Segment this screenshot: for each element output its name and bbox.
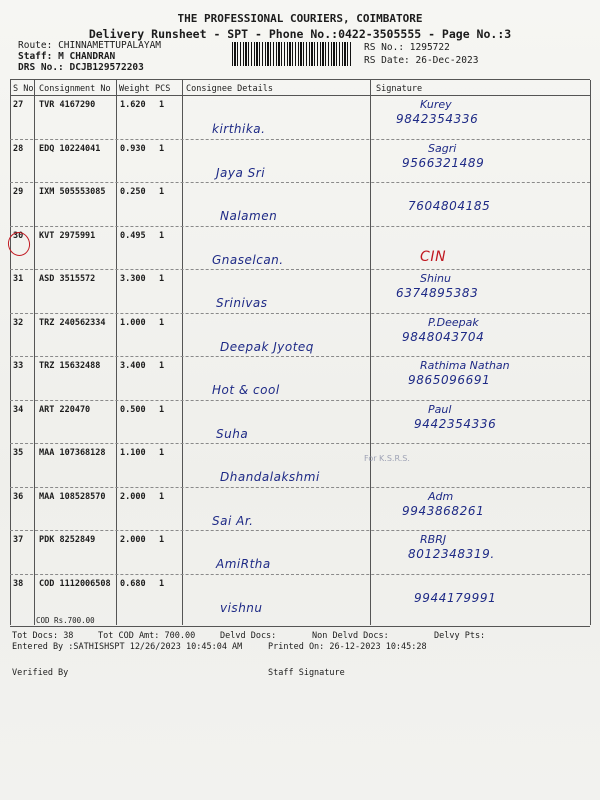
phone-handwritten: 9842354336 <box>396 112 479 126</box>
row-divider <box>10 443 590 444</box>
row-weight: 1.000 <box>120 317 146 328</box>
rs-no-value: 1295722 <box>409 42 450 53</box>
route-value: CHINNAMETTUPALAYAM <box>58 40 162 51</box>
row-consignment-no: PDK 8252849 <box>39 535 96 545</box>
row-weight: 1.620 <box>120 100 146 110</box>
row-divider <box>10 530 590 531</box>
phone-handwritten: 8012348319. <box>408 547 495 561</box>
row-weight: 2.000 <box>120 491 146 502</box>
col-divider <box>370 80 371 625</box>
column-header-consignee: Consignee Details <box>186 84 273 94</box>
rs-no-line <box>364 42 450 53</box>
row-consignment-no: KVT 2975991 <box>39 230 96 241</box>
phone-handwritten: 9865096691 <box>408 373 491 387</box>
column-header-signature: Signature <box>376 84 423 94</box>
delivery-note-handwritten: CIN <box>420 248 447 265</box>
delvy-pts-label: Delvy Pts: <box>434 631 486 641</box>
signature-handwritten: Kurey <box>420 98 452 111</box>
non-delvd-docs-label: Non Delvd Docs: <box>312 631 389 641</box>
row-sno: 30 <box>13 230 24 241</box>
row-pcs: 1 <box>159 404 165 415</box>
row-pcs: 1 <box>159 100 165 110</box>
tot-docs-value: 38 <box>63 631 74 641</box>
row-sno: 34 <box>13 404 24 415</box>
signature-handwritten: Paul <box>428 402 452 416</box>
phone-handwritten: 9944179991 <box>414 590 497 605</box>
row-consignment-no: TRZ 240562334 <box>39 317 106 328</box>
tot-docs-label: Tot Docs: <box>12 631 59 641</box>
row-weight: 3.400 <box>120 361 146 371</box>
signature-handwritten: P.Deepak <box>428 315 479 329</box>
phone-handwritten: 9848043704 <box>402 329 485 344</box>
consignee-name-handwritten: Gnaselcan. <box>212 252 284 267</box>
office-stamp <box>364 454 410 464</box>
company-title: THE PROFESSIONAL COURIERS, COIMBATORE <box>177 12 423 25</box>
row-sno: 27 <box>13 100 24 110</box>
col-divider <box>182 80 183 625</box>
consignee-name-handwritten: AmiRtha <box>216 557 271 571</box>
table-bottom-rule <box>10 626 590 627</box>
row-consignment-no: TVR 4167290 <box>39 100 96 110</box>
row-consignment-no: ART 220470 <box>39 404 91 415</box>
rs-no-label: RS No.: <box>364 42 405 53</box>
staff-signature-label: Staff Signature <box>268 668 345 678</box>
route-line <box>18 40 161 51</box>
phone-handwritten: 7604804185 <box>408 199 491 213</box>
column-header-weight: Weight <box>119 84 150 94</box>
consignee-name-handwritten: Hot & cool <box>212 383 280 397</box>
consignee-name-handwritten: kirthika. <box>212 122 266 136</box>
signature-handwritten: RBRJ <box>420 533 447 546</box>
col-divider <box>116 80 117 625</box>
row-weight: 1.100 <box>120 448 146 458</box>
row-pcs: 1 <box>159 230 165 241</box>
consignee-name-handwritten: Suha <box>216 426 249 441</box>
consignee-name-handwritten: Nalamen <box>220 209 278 223</box>
column-header-consignment: Consignment No <box>39 84 111 94</box>
row-divider <box>10 400 590 401</box>
row-consignment-no: MAA 107368128 <box>39 448 106 458</box>
entered-by: Entered By :SATHISHSPT 12/26/2023 10:45:04 AM <box>12 642 243 652</box>
row-weight: 0.680 <box>120 578 146 589</box>
consignee-name-handwritten: vishnu <box>220 600 263 615</box>
row-weight: 0.500 <box>120 404 146 415</box>
row-divider <box>10 356 590 357</box>
row-sno: 37 <box>13 535 24 545</box>
phone-handwritten: 9566321489 <box>402 155 485 170</box>
phone-handwritten: 9943868261 <box>402 503 485 518</box>
rs-date-value: 26-Dec-2023 <box>415 55 479 66</box>
row-sno: 28 <box>13 143 24 154</box>
row-divider <box>10 487 590 488</box>
staff-label: Staff: <box>18 51 53 62</box>
barcode <box>232 42 352 66</box>
consignee-name-handwritten: Jaya Sri <box>216 165 266 180</box>
row-consignment-no: TRZ 15632488 <box>39 361 101 371</box>
row-consignment-no: MAA 108528570 <box>39 491 106 502</box>
signature-handwritten: Adm <box>428 489 454 503</box>
rs-date-label: RS Date: <box>364 55 410 66</box>
row-sno: 36 <box>13 491 24 502</box>
drs-line <box>18 62 144 73</box>
row-pcs: 1 <box>159 274 165 284</box>
row-divider <box>10 269 590 270</box>
row-sno: 29 <box>13 187 24 197</box>
stamp-text: For K.S.R.S. <box>364 454 410 463</box>
row-consignment-no: ASD 3515572 <box>39 274 96 284</box>
phone-handwritten: 6374895383 <box>396 286 479 300</box>
row-divider <box>10 226 590 227</box>
signature-handwritten: Rathima Nathan <box>420 359 510 372</box>
row-pcs: 1 <box>159 448 165 458</box>
footer-cod <box>98 631 195 641</box>
row-sno: 38 <box>13 578 24 589</box>
consignee-name-handwritten: Srinivas <box>216 296 268 310</box>
row-divider <box>10 313 590 314</box>
row-pcs: 1 <box>159 491 165 502</box>
tot-cod-label: Tot COD Amt: <box>98 631 160 641</box>
staff-value: M CHANDRAN <box>58 51 116 62</box>
runsheet-subtitle: Delivery Runsheet - SPT - Phone No.:0422-3505555 - Page No.:3 <box>88 27 512 41</box>
row-pcs: 1 <box>159 317 165 328</box>
row-pcs: 1 <box>159 535 165 545</box>
col-divider <box>34 80 35 625</box>
row-pcs: 1 <box>159 578 165 589</box>
row-consignment-no: COD 1112006508 <box>39 578 111 589</box>
table-top-rule <box>10 79 590 80</box>
drs-value: DCJB129572203 <box>69 62 144 73</box>
row-divider <box>10 182 590 183</box>
verified-by-label: Verified By <box>12 668 69 678</box>
row-weight: 3.300 <box>120 274 146 284</box>
route-label: Route: <box>18 40 53 51</box>
row-weight: 0.495 <box>120 230 146 241</box>
table-header-rule <box>10 95 590 96</box>
drs-label: DRS No.: <box>18 62 64 73</box>
row-weight: 0.250 <box>120 187 146 197</box>
footer-totals <box>12 631 73 641</box>
rs-date-line <box>364 55 478 66</box>
row-divider <box>10 574 590 575</box>
row-pcs: 1 <box>159 187 165 197</box>
staff-line <box>18 51 115 62</box>
row-weight: 2.000 <box>120 535 146 545</box>
row-sno: 33 <box>13 361 24 371</box>
cod-note: COD Rs.700.00 <box>36 616 95 625</box>
row-sno: 35 <box>13 448 24 458</box>
consignee-name-handwritten: Deepak Jyoteq <box>220 339 314 354</box>
col-divider <box>10 80 11 625</box>
row-weight: 0.930 <box>120 143 146 154</box>
column-header-pcs: PCS <box>155 84 171 94</box>
consignee-name-handwritten: Dhandalakshmi <box>220 470 320 484</box>
signature-handwritten: Sagri <box>428 141 457 155</box>
row-pcs: 1 <box>159 143 165 154</box>
row-consignment-no: EDQ 10224041 <box>39 143 101 154</box>
printed-on: Printed On: 26-12-2023 10:45:28 <box>268 642 427 652</box>
delvd-docs-label: Delvd Docs: <box>220 631 277 641</box>
signature-handwritten: Shinu <box>420 272 451 285</box>
row-sno: 31 <box>13 274 24 284</box>
phone-handwritten: 9442354336 <box>414 416 497 431</box>
row-divider <box>10 139 590 140</box>
consignee-name-handwritten: Sai Ar. <box>212 513 254 528</box>
column-header-sno: S No <box>13 84 34 94</box>
row-consignment-no: IXM 505553085 <box>39 187 106 197</box>
row-sno: 32 <box>13 317 24 328</box>
tot-cod-value: 700.00 <box>164 631 196 641</box>
col-divider <box>590 80 591 625</box>
row-pcs: 1 <box>159 361 165 371</box>
